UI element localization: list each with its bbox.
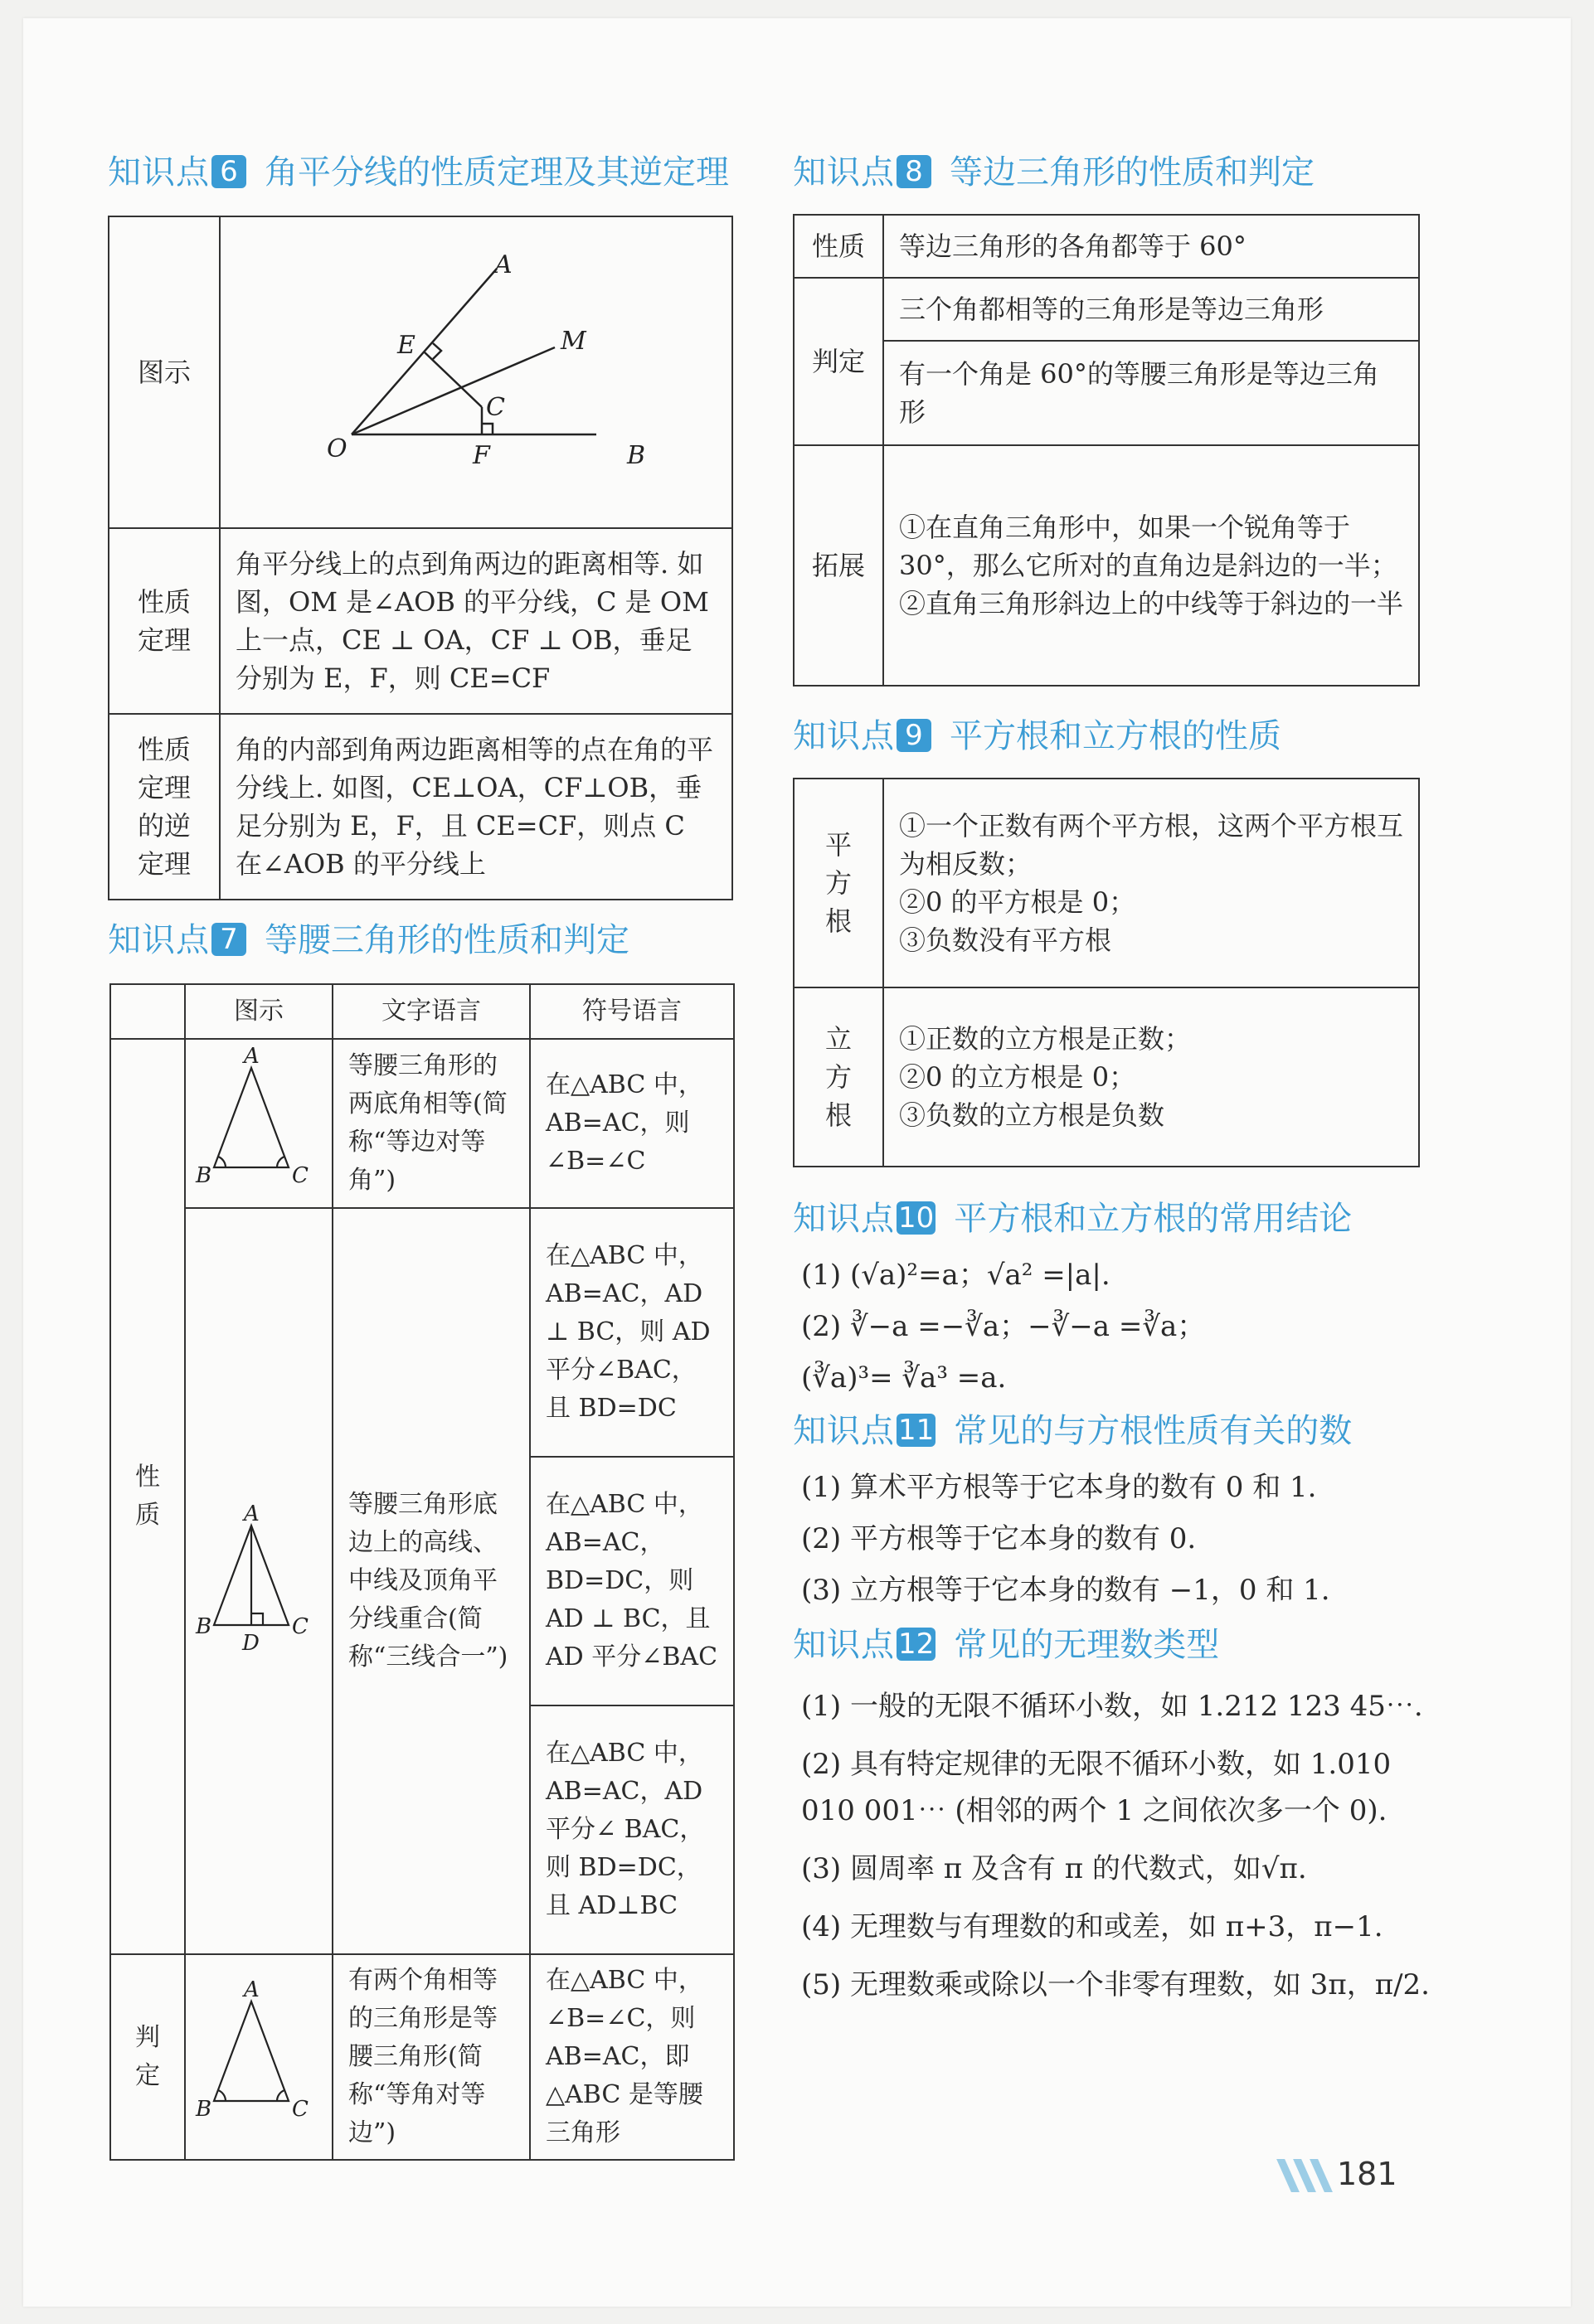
kp7-r3-symbol: 在△ABC 中，∠B=∠C，则 AB=AC，即△ABC 是等腰三角形: [530, 1954, 734, 2160]
kp6-row3-label: 性质定理的逆定理: [109, 714, 220, 900]
kp12-heading: [793, 1623, 1219, 1667]
kp12-prefix: 知识点: [793, 1626, 895, 1664]
label-A: A: [494, 250, 513, 279]
kp8-table: [793, 214, 1420, 687]
tri1-C: C: [292, 1163, 309, 1188]
kp7-r1-text: 等腰三角形的两底角相等(简称“等边对等角”): [333, 1039, 530, 1208]
tri2-D: D: [242, 1631, 260, 1650]
kp7-fig3: [185, 1954, 333, 2160]
kp12-line2: (2) 具有特定规律的无限不循环小数，如 1.010 010 001⋯ (相邻的两个 1 之间依次多一个 0).: [801, 1748, 1392, 1827]
kp11-line3: (3) 立方根等于它本身的数有 −1，0 和 1.: [801, 1574, 1330, 1607]
kp7-number-badge: 7: [211, 923, 246, 956]
kp10-number-badge: 10: [898, 1201, 935, 1235]
tri1-B: B: [196, 1163, 212, 1188]
kp8-title: 等边三角形的性质和判定: [950, 153, 1315, 192]
kp8-prop-label: 性质: [794, 215, 883, 278]
label-F: F: [473, 441, 490, 470]
kp8-prefix: 知识点: [793, 153, 895, 192]
kp9-sq1: ①一个正数有两个平方根，这两个平方根互为相反数；: [899, 810, 1404, 880]
label-C: C: [486, 393, 505, 422]
kp7-heading: [108, 919, 629, 962]
kp8-ext1: ①在直角三角形中，如果一个锐角等于 30°，那么它所对的直角边是斜边的一半；: [899, 512, 1397, 581]
kp6-table: [108, 216, 733, 900]
kp7-corner: [110, 984, 185, 1039]
tri3-A: A: [244, 1977, 260, 2002]
kp12-line4: (4) 无理数与有理数的和或差，如 π+3，π−1.: [801, 1910, 1383, 1943]
kp9-number-badge: 9: [897, 719, 931, 752]
kp6-row2-label: 性质定理: [109, 528, 220, 714]
isosceles-triangle-figure: [189, 1043, 313, 1192]
kp9-cb-cell: [883, 987, 1419, 1167]
kp9-title: 平方根和立方根的性质: [950, 717, 1281, 755]
kp9-sq2: ②0 的平方根是 0；: [899, 886, 1136, 918]
kp6-prefix: 知识点: [108, 153, 210, 192]
kp7-prefix: 知识点: [108, 921, 210, 959]
kp6-row2-text: 角平分线上的点到角两边的距离相等. 如图，OM 是∠AOB 的平分线，C 是 OM 上一点，CE ⊥ OA，CF ⊥ OB，垂足分别为 E，F，则 CE=CF: [220, 528, 732, 714]
kp11-line1: (1) 算术平方根等于它本身的数有 0 和 1.: [801, 1471, 1317, 1504]
kp10-line3: (∛a)³= ∛a³ =a.: [801, 1361, 1007, 1395]
kp7-header-fig: 图示: [185, 984, 333, 1039]
kp12-line3: (3) 圆周率 π 及含有 π 的代数式，如√π.: [801, 1852, 1307, 1885]
label-M: M: [561, 327, 586, 356]
kp7-r1-symbol: 在△ABC 中，AB=AC，则∠B=∠C: [530, 1039, 734, 1208]
kp6-number-badge: 6: [211, 155, 246, 188]
kp11-heading: [793, 1409, 1352, 1453]
kp9-cb2: ②0 的立方根是 0；: [899, 1061, 1136, 1093]
kp7-fig1: [185, 1039, 333, 1208]
tri1-A: A: [244, 1044, 260, 1069]
kp6-figure-cell: [220, 216, 732, 528]
kp10-line2: (2) ∛−a =−∛a；−∛−a =∛a；: [801, 1310, 1206, 1343]
kp8-judge2: 有一个角是 60°的等腰三角形是等边三角形: [883, 341, 1419, 445]
label-B: B: [627, 441, 646, 470]
kp7-header-symbol: 符号语言: [530, 984, 734, 1039]
kp11-line2: (2) 平方根等于它本身的数有 0.: [801, 1522, 1197, 1555]
kp12-line1: (1) 一般的无限不循环小数，如 1.212 123 45⋯.: [801, 1690, 1423, 1723]
kp7-prop-label: 性质: [110, 1039, 185, 1954]
page-number: 181: [1337, 2156, 1397, 2192]
kp10-title: 平方根和立方根的常用结论: [954, 1200, 1353, 1238]
kp7-r2-symbol1: 在△ABC 中，AB=AC，AD ⊥ BC，则 AD 平分∠BAC，且 BD=DC: [530, 1208, 734, 1457]
kp9-cb1: ①正数的立方根是正数；: [899, 1023, 1192, 1055]
tri3-B: B: [196, 2097, 212, 2122]
kp6-fig-label: 图示: [109, 216, 220, 528]
kp11-title: 常见的与方根性质有关的数: [954, 1412, 1353, 1450]
kp7-table: [109, 983, 735, 2161]
kp7-judge-label: 判定: [110, 1954, 185, 2160]
kp9-prefix: 知识点: [793, 717, 895, 755]
tri2-C: C: [292, 1614, 309, 1639]
kp8-ext2: ②直角三角形斜边上的中线等于斜边的一半: [899, 588, 1404, 619]
kp9-heading: [793, 715, 1281, 758]
kp11-prefix: 知识点: [793, 1412, 895, 1450]
kp7-title: 等腰三角形的性质和判定: [265, 921, 629, 959]
kp9-sq-cell: [883, 779, 1419, 987]
tri3-C: C: [292, 2097, 309, 2122]
kp8-ext-cell: [883, 445, 1419, 686]
kp9-cb-label: 立方根: [794, 987, 883, 1167]
kp11-number-badge: 11: [898, 1414, 935, 1447]
isosceles-triangle-median-figure: [189, 1501, 313, 1650]
label-E: E: [397, 331, 416, 360]
kp9-sq3: ③负数没有平方根: [899, 924, 1112, 956]
kp12-title: 常见的无理数类型: [954, 1626, 1220, 1664]
kp6-row3-text: 角的内部到角两边距离相等的点在角的平分线上. 如图，CE⊥OA，CF⊥OB，垂足分别为 E，F，且 CE=CF，则点 C 在∠AOB 的平分线上: [220, 714, 732, 900]
tri2-A: A: [244, 1502, 260, 1526]
kp8-judge1: 三个角都相等的三角形是等边三角形: [883, 278, 1419, 341]
kp9-cb3: ③负数的立方根是负数: [899, 1099, 1165, 1131]
kp8-prop-text: 等边三角形的各角都等于 60°: [883, 215, 1419, 278]
kp7-r3-text: 有两个角相等的三角形是等腰三角形(简称“等角对等边”): [333, 1954, 530, 2160]
label-O: O: [327, 434, 347, 463]
kp6-title: 角平分线的性质定理及其逆定理: [265, 153, 729, 192]
kp7-r2-text: 等腰三角形底边上的高线、中线及顶角平分线重合(简称“三线合一”): [333, 1208, 530, 1954]
kp11-list: [801, 1468, 1431, 1622]
kp7-r2-symbol2: 在△ABC 中，AB=AC，BD=DC，则 AD ⊥ BC，且 AD 平分∠BAC: [530, 1457, 734, 1705]
kp7-r2-symbol3: 在△ABC 中，AB=AC，AD 平分∠ BAC，则 BD=DC，且 AD⊥BC: [530, 1705, 734, 1954]
kp10-heading: [793, 1197, 1352, 1240]
kp8-judge-label: 判定: [794, 278, 883, 445]
kp9-sq-label: 平方根: [794, 779, 883, 987]
equal-angles-triangle-figure: [189, 1977, 313, 2126]
kp8-ext-label: 拓展: [794, 445, 883, 686]
kp7-fig2: [185, 1208, 333, 1954]
kp10-prefix: 知识点: [793, 1200, 895, 1238]
angle-bisector-figure: [227, 223, 725, 522]
kp9-table: [793, 778, 1420, 1167]
tri2-B: B: [196, 1614, 212, 1639]
kp12-line5: (5) 无理数乘或除以一个非零有理数，如 3π，π/2.: [801, 1968, 1430, 2001]
kp6-heading: [108, 151, 729, 194]
kp10-list: [801, 1255, 1431, 1409]
kp12-number-badge: 12: [898, 1628, 935, 1661]
kp12-list: [801, 1683, 1431, 2020]
kp8-heading: [793, 151, 1315, 194]
kp8-number-badge: 8: [897, 155, 931, 188]
kp7-header-text: 文字语言: [333, 984, 530, 1039]
kp10-line1: (1) (√a)²=a；√a² =|a|.: [801, 1259, 1110, 1292]
